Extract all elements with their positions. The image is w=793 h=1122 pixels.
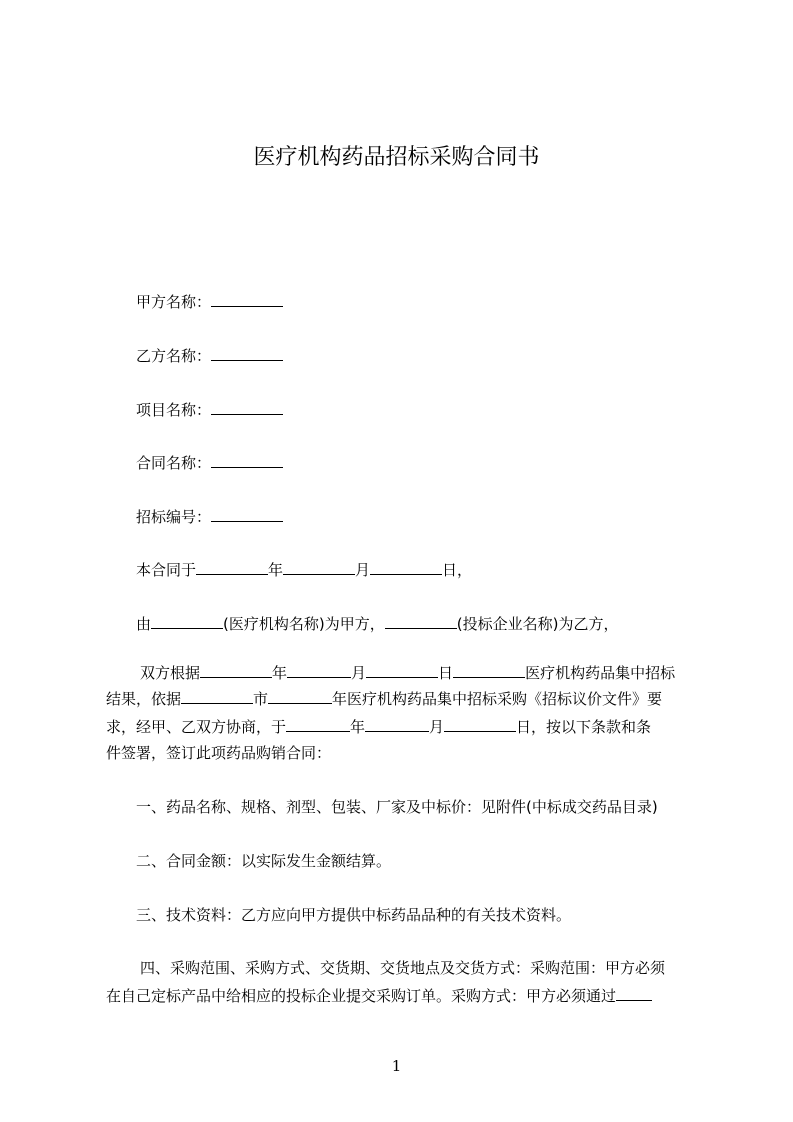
- basis-day-text: 日: [438, 664, 454, 682]
- tender-no-blank[interactable]: [211, 507, 283, 522]
- basis-sign-day-blank[interactable]: [444, 717, 516, 732]
- basis-month-text: 月: [351, 664, 367, 682]
- clause-1: [136, 797, 658, 817]
- basis-day-blank[interactable]: [366, 663, 438, 678]
- basis-line-1: [140, 663, 675, 683]
- project-label: 项目名称：: [136, 401, 212, 419]
- basis-city-blank[interactable]: [181, 689, 253, 704]
- project-blank[interactable]: [211, 400, 283, 415]
- signing-year-text: 年: [268, 561, 284, 579]
- basis-line-3: [106, 717, 651, 737]
- signing-day-blank[interactable]: [370, 560, 442, 575]
- tender-no-label: 招标编号：: [136, 508, 212, 526]
- signing-prefix: 本合同于: [136, 561, 197, 579]
- party-b-name-blank[interactable]: [385, 614, 457, 629]
- party-a-desc: (医疗机构名称)为甲方，: [223, 615, 385, 633]
- basis-l4: 件签署，签订此项药品购销合同：: [106, 744, 332, 762]
- clause-2-text: 二、合同金额：以实际发生金额结算。: [136, 852, 392, 870]
- basis-sign-month-blank[interactable]: [365, 717, 429, 732]
- contract-label: 合同名称：: [136, 454, 212, 472]
- party-b-field: [136, 346, 283, 366]
- purchase-method-blank[interactable]: [616, 986, 652, 1001]
- clause-1-text: 一、药品名称、规格、剂型、包装、厂家及中标价：见附件(中标成交药品目录): [136, 798, 658, 816]
- basis-sign-year-text: 年: [350, 718, 366, 736]
- basis-l2-pre: 结果，依据: [106, 690, 182, 708]
- clause-2: [136, 851, 391, 871]
- clause-4-text-1: 四、采购范围、采购方式、交货期、交货地点及交货方式：采购范围：甲方必须: [140, 959, 666, 977]
- basis-year-text: 年: [272, 664, 288, 682]
- party-b-label: 乙方名称：: [136, 347, 212, 365]
- basis-year-blank[interactable]: [200, 663, 272, 678]
- basis-l1-post: 医疗机构药品集中招标: [525, 664, 676, 682]
- party-b-desc: (投标企业名称)为乙方，: [456, 615, 619, 633]
- basis-l3-pre: 求，经甲、乙双方协商，于: [106, 718, 287, 736]
- tender-no-field: [136, 507, 283, 527]
- signing-year-blank[interactable]: [196, 560, 268, 575]
- basis-city-text: 市: [253, 690, 269, 708]
- basis-line-2: [106, 689, 662, 709]
- party-b-blank[interactable]: [211, 346, 283, 361]
- signing-date-line: [136, 560, 472, 580]
- document-title: 医疗机构药品招标采购合同书: [253, 145, 540, 170]
- basis-l1-pre: 双方根据: [140, 664, 201, 682]
- party-a-label: 甲方名称：: [136, 293, 212, 311]
- clause-4-line-2: [106, 986, 652, 1006]
- party-a-field: [136, 292, 283, 312]
- project-field: [136, 400, 283, 420]
- contract-blank[interactable]: [211, 453, 283, 468]
- signing-month-blank[interactable]: [283, 560, 355, 575]
- basis-result-blank[interactable]: [453, 663, 525, 678]
- basis-sign-year-blank[interactable]: [286, 717, 350, 732]
- clause-3-text: 三、技术资料：乙方应向甲方提供中标药品品种的有关技术资料。: [136, 906, 572, 924]
- clause-3: [136, 905, 571, 925]
- parties-line: [136, 614, 618, 634]
- basis-l2-post: 年医疗机构药品集中招标采购《招标议价文件》要: [332, 690, 663, 708]
- signing-day-text: 日，: [442, 561, 473, 579]
- signing-month-text: 月: [355, 561, 371, 579]
- party-a-name-blank[interactable]: [151, 614, 223, 629]
- clause-4-text-2: 在自己定标产品中给相应的投标企业提交采购订单。采购方式：甲方必须通过: [106, 987, 617, 1005]
- contract-field: [136, 453, 283, 473]
- party-a-blank[interactable]: [211, 292, 283, 307]
- parties-prefix: 由: [136, 615, 152, 633]
- clause-4-line-1: [140, 958, 665, 978]
- basis-doc-year-blank[interactable]: [268, 689, 332, 704]
- basis-month-blank[interactable]: [287, 663, 351, 678]
- basis-l3-post: 日，按以下条款和条: [516, 718, 652, 736]
- page-number: 1: [391, 1057, 402, 1075]
- basis-line-4: [106, 743, 331, 763]
- basis-sign-month-text: 月: [429, 718, 445, 736]
